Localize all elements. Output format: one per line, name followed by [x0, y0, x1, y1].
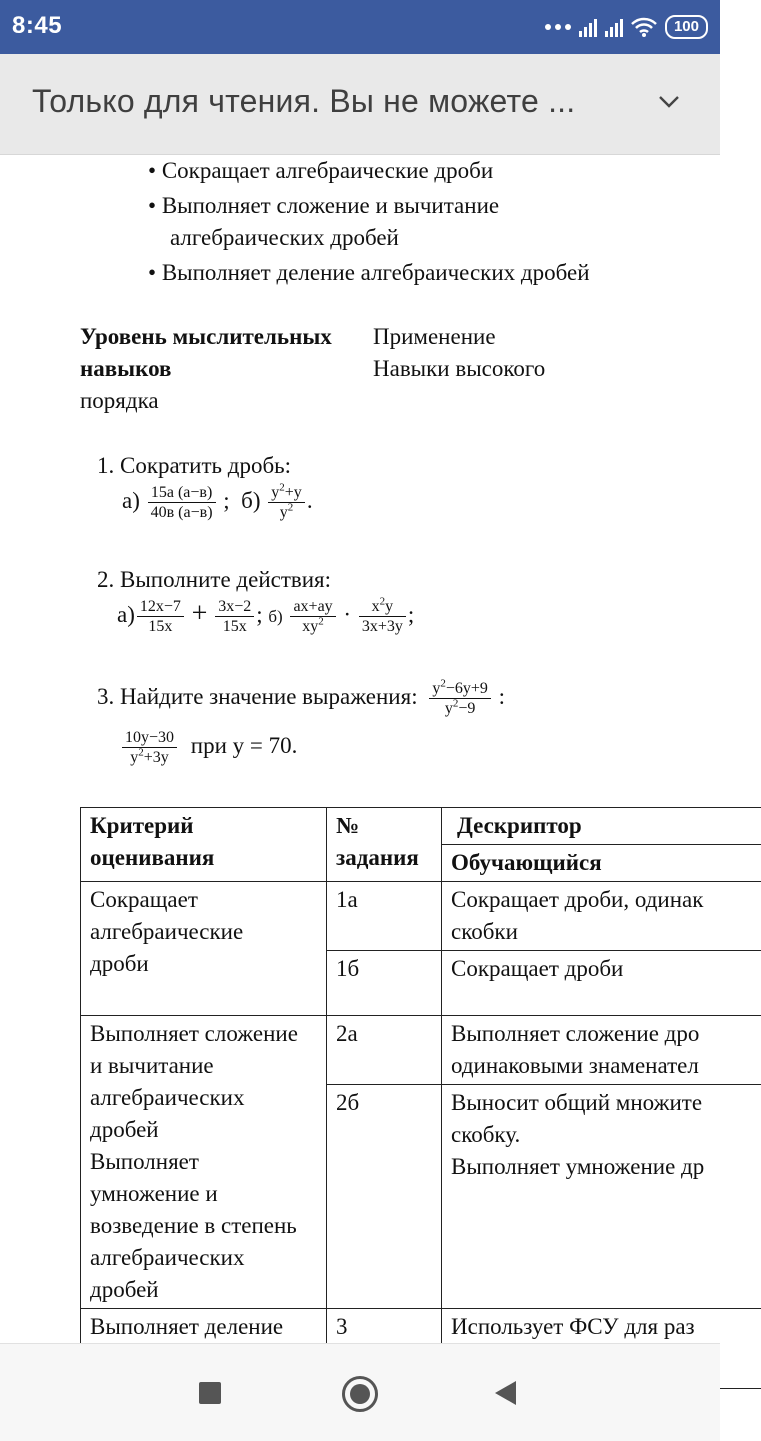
- thinking-skills-value-3: порядка: [80, 388, 159, 413]
- signal-icon: [579, 17, 597, 37]
- objective-item: • Сокращает алгебраические дроби: [148, 158, 494, 183]
- signal-2-icon: [605, 17, 623, 37]
- table-header-row: [81, 808, 761, 845]
- task-3-expression: 3. Найдите значение выражения: $\frac{y^2-6y+9}{y^2-9}$ :: [97, 677, 506, 717]
- navigation-bar: [0, 1343, 720, 1441]
- criterion-cell: Сокращает алгебраические дроби: [81, 882, 327, 1016]
- descriptor-cell: Выносит общий множите скобку. Выполняет умножение др: [442, 1085, 761, 1309]
- wifi-icon: [631, 17, 657, 37]
- objective-item: • Выполняет сложение и вычитание: [148, 193, 500, 218]
- criterion-cell: Выполняет деление: [81, 1309, 327, 1389]
- table-row: [81, 1016, 761, 1085]
- objective-item-continuation: алгебраических дробей: [170, 225, 399, 250]
- criterion-cell: Выполняет сложение и вычитание алгебраических дробей Выполняет умножение и возведение в степень алгебраических дробей: [81, 1016, 327, 1309]
- read-only-banner[interactable]: [0, 54, 720, 155]
- thinking-skills-value: Применение: [373, 324, 496, 349]
- fraction: $\frac{ax+ay}{xy^2}$: [290, 597, 335, 636]
- banner-title: Только для чтения. Вы не можете ...: [32, 83, 576, 119]
- task-1-expression: а) $\frac{15а (а-в)}{40в (а-в)}$ ; б) $\frac{y^2+y}{y^2}$ .: [122, 481, 313, 521]
- fraction: $\frac{y^2-6y+9}{y^2-9}$: [429, 679, 491, 718]
- descriptor-cell: Сокращает дроби, одинак скобки: [442, 882, 761, 951]
- fraction: $\frac{10y-30}{y^2+3y}$: [122, 728, 177, 767]
- back-icon[interactable]: [495, 1381, 516, 1405]
- task-3-expression-continued: $\frac{10y-30}{y^2+3y}$ при y = 70.: [120, 728, 297, 767]
- status-time: 8:45: [12, 12, 63, 39]
- home-icon[interactable]: [342, 1376, 378, 1412]
- task-2-expression: а) $\frac{12x-7}{15x}$ + $\frac{3x-2}{15x}$ ; б) $\frac{ax+ay}{xy^2}$ · $\frac{x^2y}{3x+3y}$ ;: [117, 595, 415, 635]
- thinking-skills-label: Уровень мыслительных: [80, 324, 332, 349]
- descriptor-cell: Выполняет сложение дро одинаковыми знаменател: [442, 1016, 761, 1085]
- objective-item: • Выполняет деление алгебраических дробей: [148, 260, 590, 285]
- notification-dots-icon: [545, 24, 571, 30]
- document-page: [0, 155, 720, 1343]
- status-bar: [0, 0, 720, 54]
- header-descriptor: Дескриптор: [442, 808, 761, 845]
- header-learner: Обучающийся: [442, 845, 761, 882]
- task-number-cell: 1б: [327, 951, 442, 1016]
- descriptor-cell: Сокращает дроби: [442, 951, 761, 1016]
- thinking-skills-value-2: Навыки высокого: [373, 356, 546, 381]
- fraction: $\frac{15а (а-в)}{40в (а-в)}$: [148, 483, 216, 522]
- status-icons: [545, 14, 708, 40]
- table-row: [81, 882, 761, 951]
- thinking-skills-label-2: навыков: [80, 356, 172, 381]
- task-1-title: 1. Сократить дробь:: [97, 453, 292, 478]
- task-2-title: 2. Выполните действия:: [97, 567, 332, 592]
- descriptor-cell: Использует ФСУ для раз: [442, 1309, 761, 1389]
- task-number-cell: 2а: [327, 1016, 442, 1085]
- header-task-number: № задания: [327, 808, 442, 882]
- chevron-down-icon[interactable]: [658, 90, 680, 112]
- fraction: $\frac{x^2y}{3x+3y}$: [359, 597, 406, 636]
- fraction: $\frac{y^2+y}{y^2}$: [268, 483, 305, 522]
- task-number-cell: 1а: [327, 882, 442, 951]
- recent-apps-icon[interactable]: [199, 1382, 221, 1404]
- header-criterion: Критерий оценивания: [81, 808, 327, 882]
- task-number-cell: 2б: [327, 1085, 442, 1309]
- task-number-cell: 3: [327, 1309, 442, 1389]
- fraction: $\frac{3x-2}{15x}$: [215, 597, 254, 636]
- rubric-table: [80, 807, 761, 1389]
- fraction: $\frac{12x-7}{15x}$: [137, 597, 184, 636]
- battery-icon: 100: [665, 15, 708, 39]
